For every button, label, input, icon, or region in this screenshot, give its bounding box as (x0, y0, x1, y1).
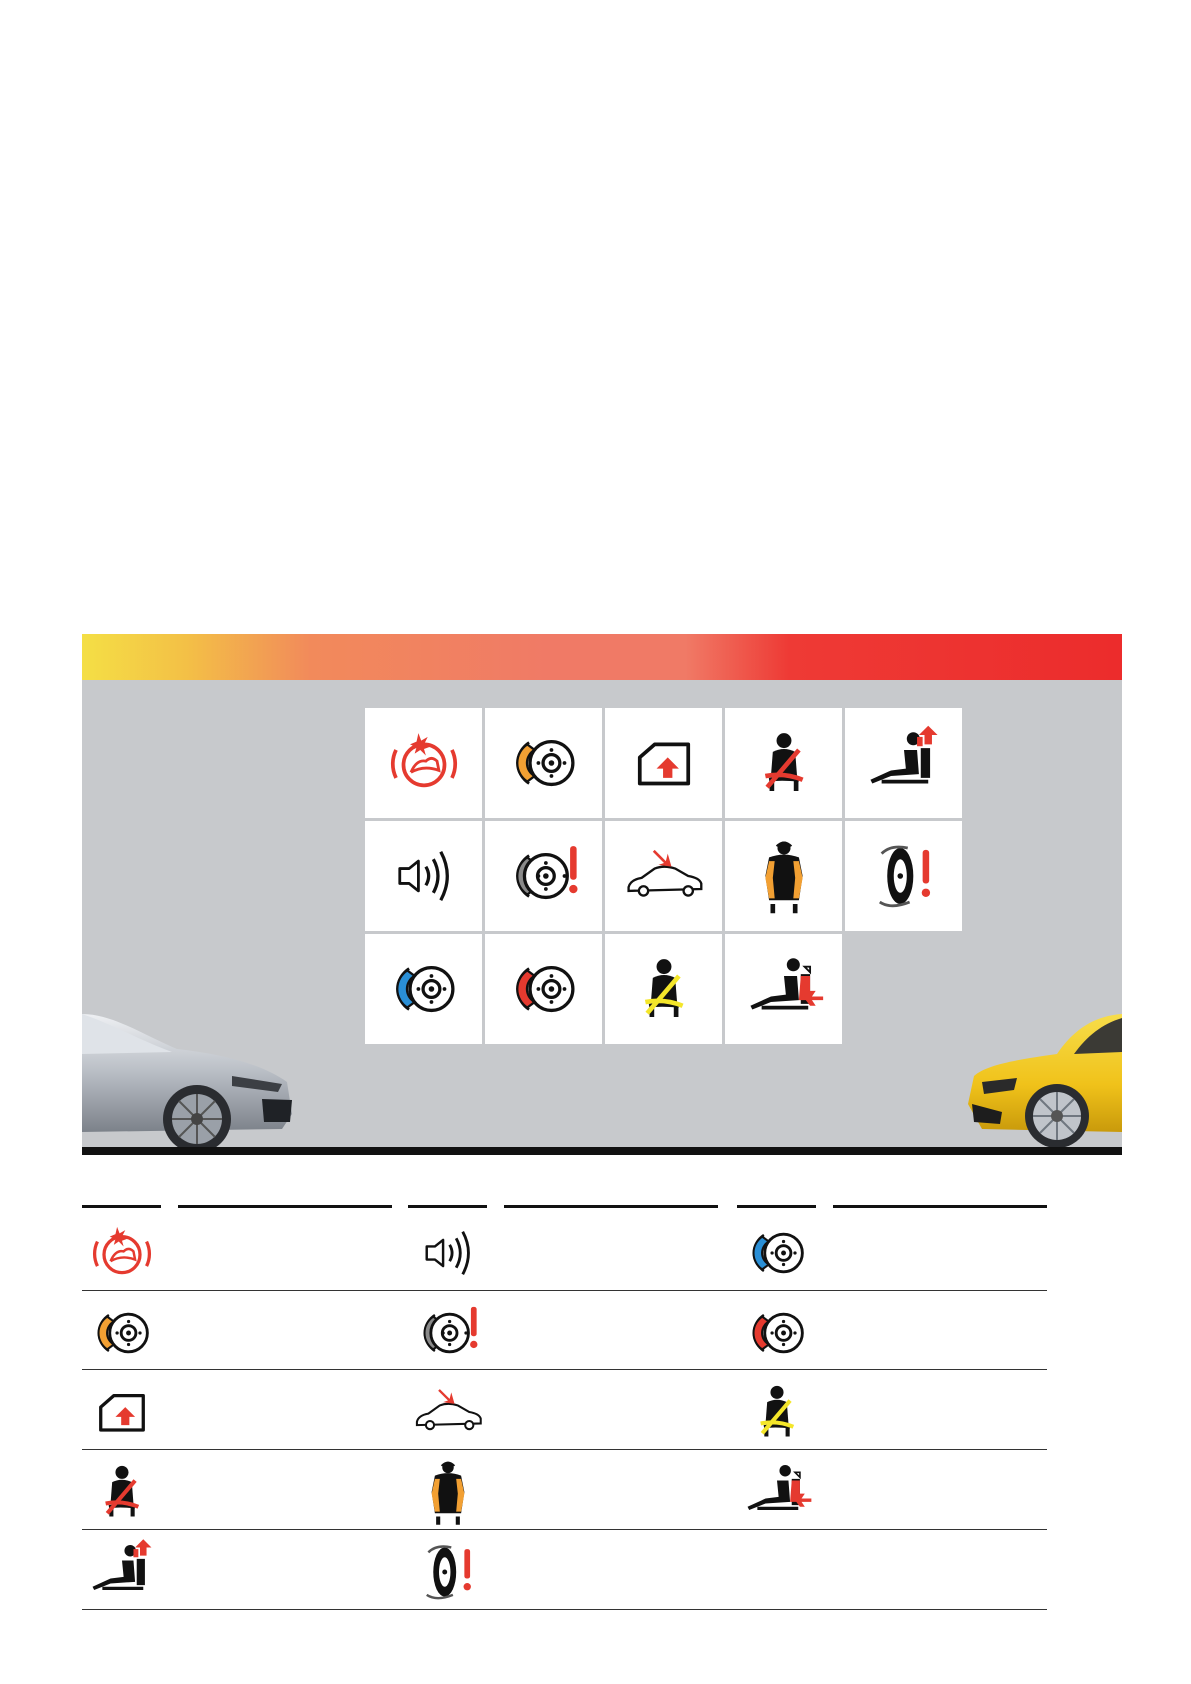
legend-icon-cell (408, 1532, 488, 1612)
legend-icon-cell (737, 1293, 817, 1373)
row-divider (82, 1529, 1047, 1530)
seatbelt-red-icon (86, 1456, 158, 1528)
legend-icon-cell (737, 1372, 817, 1452)
seat-upright-arrow-icon (86, 1536, 158, 1608)
legend-icon-cell (408, 1452, 488, 1532)
icon-tile (485, 934, 602, 1044)
row-divider (82, 1609, 1047, 1610)
banner (82, 634, 1122, 1155)
icon-tile (845, 708, 962, 818)
brake-pad-red-icon (503, 948, 585, 1030)
seatbelt-yellow-icon (741, 1376, 813, 1448)
legend-icon-cell (82, 1372, 162, 1452)
icon-tile (605, 708, 722, 818)
door-window-icon (86, 1376, 158, 1448)
icon-legend-table (82, 1205, 1047, 1610)
brake-warning-gray-icon (503, 835, 585, 917)
brake-pad-orange-icon (86, 1297, 158, 1369)
icon-tile (365, 708, 482, 818)
seatbelt-yellow-icon (623, 948, 705, 1030)
legend-icon-cell (408, 1293, 488, 1373)
tire-pressure-warning-icon (412, 1536, 484, 1608)
header-rule (833, 1205, 1047, 1208)
tire-pressure-warning-icon (863, 835, 945, 917)
brake-pad-orange-icon (503, 722, 585, 804)
car-roof-arrow-icon (412, 1376, 484, 1448)
icon-tile (365, 821, 482, 931)
legend-icon-cell (408, 1213, 488, 1293)
brake-pad-blue-icon (741, 1217, 813, 1289)
brake-pad-red-icon (741, 1297, 813, 1369)
icon-tile (365, 934, 482, 1044)
icon-tile (485, 708, 602, 818)
header-rule (82, 1205, 161, 1208)
brake-warning-gray-icon (412, 1297, 484, 1369)
yellow-coupe-image (962, 1004, 1122, 1149)
header-rule (178, 1205, 392, 1208)
legend-icon-cell (82, 1452, 162, 1532)
icon-grid (365, 708, 962, 1044)
legend-icon-cell (408, 1372, 488, 1452)
icon-tile (725, 934, 842, 1044)
legend-icon-cell (737, 1452, 817, 1532)
legend-icon-cell (737, 1213, 817, 1293)
icon-tile (725, 821, 842, 931)
seat-backrest-arrow-icon (743, 948, 825, 1030)
seat-heating-orange-icon (743, 835, 825, 917)
header-rule (408, 1205, 487, 1208)
seat-backrest-arrow-icon (741, 1456, 813, 1528)
legend-icon-cell (82, 1213, 162, 1293)
brake-pad-blue-icon (383, 948, 465, 1030)
icon-tile (845, 821, 962, 931)
row-divider (82, 1449, 1047, 1450)
door-window-icon (623, 722, 705, 804)
header-rule (737, 1205, 816, 1208)
gradient-header (82, 634, 1122, 680)
seatbelt-red-icon (743, 722, 825, 804)
icon-tile (485, 821, 602, 931)
header-rule (504, 1205, 718, 1208)
silver-sedan-image (82, 1004, 307, 1151)
banner-bottom-bar (82, 1147, 1122, 1155)
legend-icon-cell (82, 1293, 162, 1373)
icon-tile (605, 934, 722, 1044)
icon-tile (605, 821, 722, 931)
seat-heating-orange-icon (412, 1456, 484, 1528)
legend-icon-cell (82, 1532, 162, 1612)
speaker-sound-icon (412, 1217, 484, 1289)
row-divider (82, 1369, 1047, 1370)
collision-warning-icon (86, 1217, 158, 1289)
car-roof-arrow-icon (623, 835, 705, 917)
seat-upright-arrow-icon (863, 722, 945, 804)
speaker-sound-icon (383, 835, 465, 917)
row-divider (82, 1290, 1047, 1291)
icon-tile (725, 708, 842, 818)
collision-warning-icon (383, 722, 465, 804)
